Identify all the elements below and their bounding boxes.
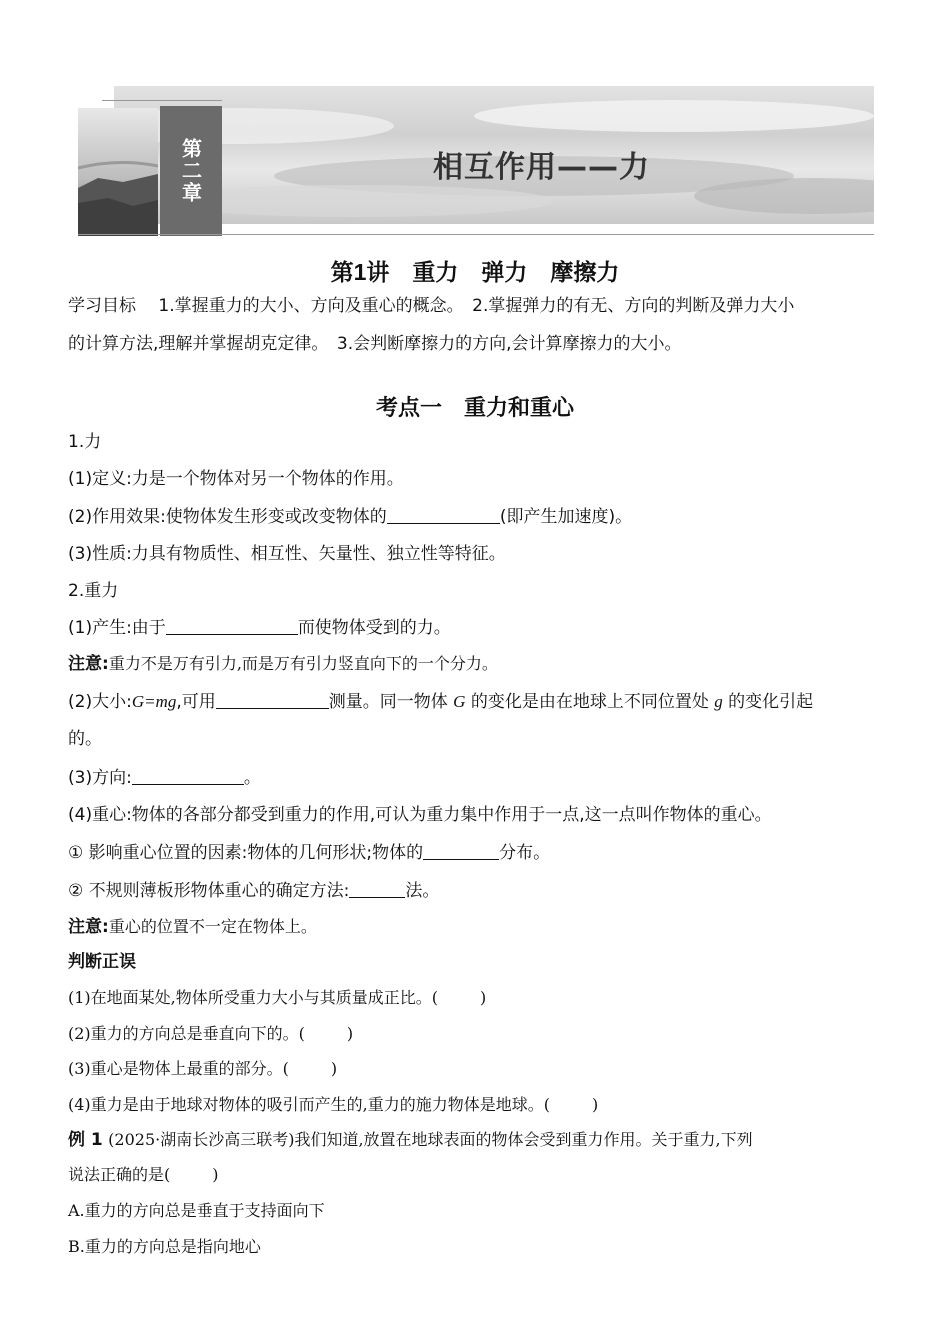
objectives-label: 学习目标 bbox=[68, 296, 136, 316]
example-option-b: B.重力的方向总是指向地心 bbox=[68, 1237, 261, 1256]
banner-frame-line bbox=[102, 100, 222, 101]
example-line-2: 说法正确的是( ) bbox=[68, 1165, 219, 1184]
judge-heading: 判断正误 bbox=[68, 952, 136, 972]
objectives-line-1: 学习目标 1.掌握重力的大小、方向及重心的概念。 2.掌握弹力的有无、方向的判断及弹力大小 bbox=[68, 296, 795, 316]
judge-item-4: (4)重力是由于地球对物体的吸引而产生的,重力的施力物体是地球。( ) bbox=[68, 1095, 599, 1114]
fill-blank[interactable] bbox=[216, 692, 329, 709]
gravity-size-cont: 的。 bbox=[68, 729, 102, 749]
gravity-heading: 2.重力 bbox=[68, 581, 119, 601]
example-label: 例 1 bbox=[68, 1130, 103, 1150]
fill-blank[interactable] bbox=[132, 768, 244, 785]
judge-item-2: (2)重力的方向总是垂直向下的。( ) bbox=[68, 1024, 354, 1043]
chapter-label-box bbox=[160, 106, 222, 236]
chapter-banner bbox=[78, 86, 874, 236]
gravity-note-1: 注意:重力不是万有引力,而是万有引力竖直向下的一个分力。 bbox=[68, 654, 498, 674]
gravity-center: (4)重心:物体的各部分都受到重力的作用,可认为重力集中作用于一点,这一点叫作物体的重心。 bbox=[68, 805, 772, 825]
gravity-direction: (3)方向: 。 bbox=[68, 768, 261, 788]
coastline-photo bbox=[78, 108, 158, 236]
force-definition: (1)定义:力是一个物体对另一个物体的作用。 bbox=[68, 469, 404, 489]
lecture-title: 第1讲 重力 弹力 摩擦力 bbox=[330, 259, 620, 286]
fill-blank[interactable] bbox=[387, 507, 500, 524]
objectives-line-2: 的计算方法,理解并掌握胡克定律。 3.会判断摩擦力的方向,会计算摩擦力的大小。 bbox=[68, 334, 682, 354]
example-option-a: A.重力的方向总是垂直于支持面向下 bbox=[68, 1201, 325, 1220]
center-method: ② 不规则薄板形物体重心的确定方法: 法。 bbox=[68, 881, 440, 901]
chapter-title: 相互作用——力 bbox=[433, 150, 650, 185]
gravity-size: (2)大小:G=mg,可用 测量。同一物体 G 的变化是由在地球上不同位置处 g 的变化引起 bbox=[68, 692, 814, 712]
fill-blank[interactable] bbox=[423, 843, 499, 860]
fill-blank[interactable] bbox=[166, 618, 298, 635]
judge-item-1: (1)在地面某处,物体所受重力大小与其质量成正比。( ) bbox=[68, 988, 487, 1007]
coastline-image bbox=[78, 108, 158, 236]
gravity-origin: (1)产生:由于 而使物体受到的力。 bbox=[68, 618, 451, 638]
force-heading: 1.力 bbox=[68, 432, 102, 452]
center-factor: ① 影响重心位置的因素:物体的几何形状;物体的 分布。 bbox=[68, 843, 551, 863]
example-line-1: 例 1 (2025·湖南长沙高三联考)我们知道,放置在地球表面的物体会受到重力作用。关于重力,下列 bbox=[68, 1130, 753, 1150]
banner-divider bbox=[78, 234, 874, 235]
force-nature: (3)性质:力具有物质性、相互性、矢量性、独立性等特征。 bbox=[68, 544, 506, 564]
chapter-label: 第二章 bbox=[178, 138, 203, 204]
section-title: 考点一 重力和重心 bbox=[375, 396, 574, 421]
fill-blank[interactable] bbox=[349, 881, 405, 898]
force-effect: (2)作用效果:使物体发生形变或改变物体的 (即产生加速度)。 bbox=[68, 507, 633, 527]
judge-item-3: (3)重心是物体上最重的部分。( ) bbox=[68, 1059, 338, 1078]
gravity-note-2: 注意:重心的位置不一定在物体上。 bbox=[68, 917, 317, 937]
